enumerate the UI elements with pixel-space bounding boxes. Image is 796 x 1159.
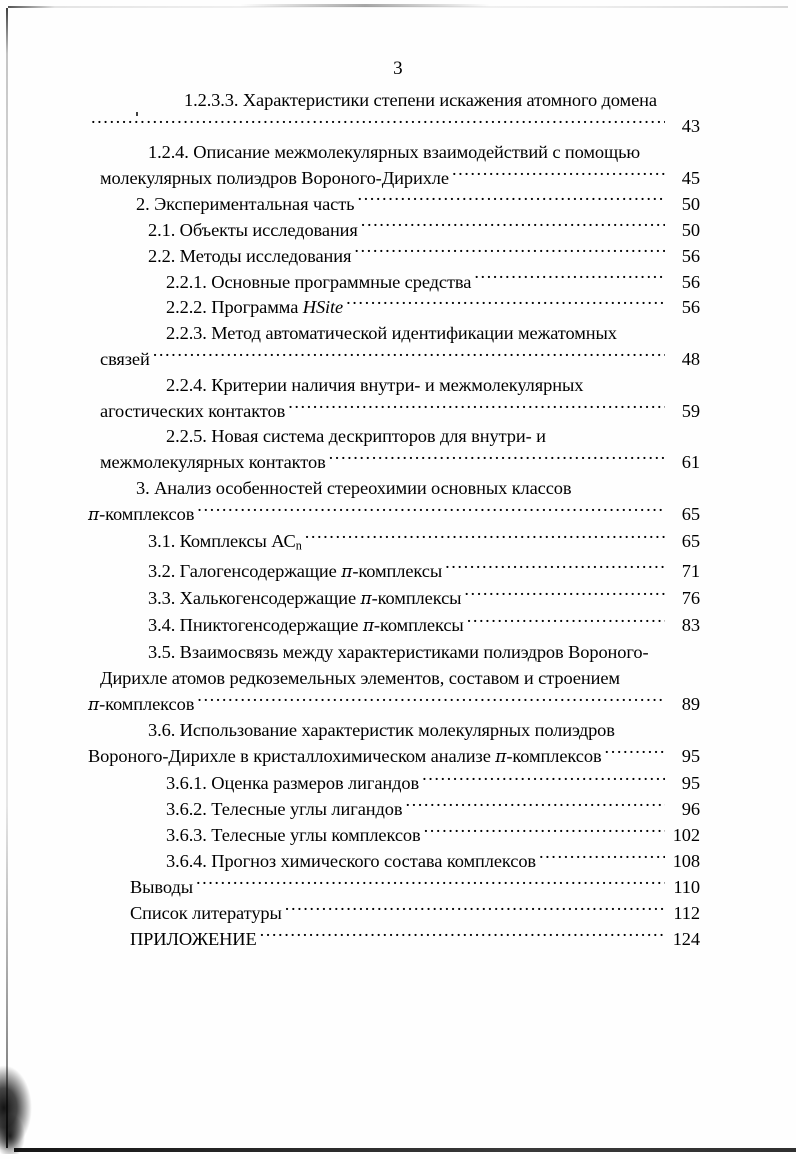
toc-dot-leader: [467, 613, 665, 631]
toc-entry: [88, 476, 700, 502]
toc-entry-row: [148, 718, 700, 744]
toc-entry-row: [166, 321, 700, 347]
toc-entry-row: [136, 191, 700, 217]
toc-entry-label: 2.1. Объекты исследования: [148, 219, 358, 240]
toc-dot-leader: [405, 797, 665, 815]
toc-entry-label: 2. Экспериментальная часть: [136, 193, 355, 214]
toc-entry: [88, 528, 700, 559]
toc-entry-row: [136, 476, 700, 502]
toc-entry-label: 2.2.3. Метод автоматической идентификации межатомных: [166, 323, 617, 344]
toc-entry-label: 2.2.2. Программа HSite: [166, 297, 344, 318]
toc-page-number: 96: [681, 799, 700, 820]
toc-entry-row: [148, 528, 700, 559]
page-number: 3: [393, 58, 403, 79]
toc-entry-label: Список литературы: [130, 903, 282, 924]
toc-entry-row: [130, 875, 700, 901]
toc-entry: [88, 424, 700, 450]
toc-dot-leader: [422, 771, 665, 789]
toc-entry-row: [100, 398, 700, 424]
toc-dot-leader: [288, 398, 665, 416]
toc-entry-label: Вороного-Дирихле в кристаллохимическом анализе π-комплексов: [88, 746, 602, 768]
toc-entry-row: [148, 640, 700, 666]
toc-dot-leader: [346, 295, 665, 313]
toc-entry-row: [148, 243, 700, 269]
toc-entry-label: π-комплексов: [88, 503, 195, 525]
toc-entry-label: 1.2.3.3. Характеристики степени искажения атомного домена: [184, 90, 657, 110]
toc-entry-label: 3.3. Халькогенсодержащие π-комплексы: [148, 588, 462, 610]
toc-entry-row: [148, 559, 700, 586]
toc-entry: [88, 501, 700, 528]
toc-entry: [88, 718, 700, 744]
toc-dot-leader: [197, 501, 665, 519]
toc-dot-leader: [424, 823, 665, 841]
toc-entry-row: [148, 613, 700, 640]
toc-entry-row: [130, 901, 700, 927]
toc-page-number: 61: [681, 452, 700, 473]
toc-entry: [88, 243, 700, 269]
toc-entry-row: [100, 666, 700, 692]
toc-entry: [88, 613, 700, 640]
scan-edge-left: [6, 8, 8, 1148]
toc-entry-label: 3.6.2. Телесные углы лигандов: [166, 799, 403, 820]
toc-page-number: 50: [681, 193, 700, 214]
toc-entry-label: ПРИЛОЖЕНИЕ: [130, 929, 257, 950]
toc-dot-leader: [474, 269, 665, 287]
toc-entry-row: [148, 586, 700, 613]
toc-entry-row: [166, 424, 700, 450]
toc-entry-label: Выводы: [130, 877, 193, 898]
toc-entry-row: [100, 450, 700, 476]
toc-page-number: 95: [681, 773, 700, 794]
toc-entry: [88, 744, 700, 771]
toc-dot-leader: [196, 875, 665, 893]
toc-entry-label: π-комплексов: [88, 693, 195, 715]
toc-entry-label: 3.1. Комплексы $АС_n$: [148, 530, 302, 553]
toc-entry-row: [130, 927, 700, 953]
toc-entry: [88, 140, 700, 166]
toc-entry-row: [166, 823, 700, 849]
toc-page-number: 56: [681, 245, 700, 266]
scan-edge-bottom: [14, 1148, 796, 1152]
toc-dot-leader: [539, 849, 665, 867]
toc-entry-label: 3. Анализ особенностей стереохимии основных классов: [136, 477, 572, 498]
toc-entry-label: связей: [100, 349, 150, 370]
pi-symbol: π: [362, 616, 374, 637]
toc-page-number: 71: [681, 561, 700, 582]
toc-entry-row: [88, 744, 700, 771]
toc-entry: [88, 797, 700, 823]
toc-dot-leader: [354, 243, 665, 261]
toc-entry-row: [184, 88, 700, 114]
toc-page-number: 56: [681, 271, 700, 292]
toc-dot-leader: [285, 901, 665, 919]
toc-entry: [88, 559, 700, 586]
toc-page-number: 110: [673, 877, 700, 898]
toc-entry-label: 3.6.1. Оценка размеров лигандов: [166, 773, 420, 794]
toc-page-number: 50: [681, 219, 700, 240]
toc-dot-leader: [452, 165, 665, 183]
toc-entry-label: 3.6.4. Прогноз химического состава комплексов: [166, 851, 537, 872]
toc-entry: [88, 901, 700, 927]
toc-entry-label: 2.2.1. Основные программные средства: [166, 271, 472, 292]
scan-noise-top: [240, 4, 490, 7]
toc-entry: [88, 114, 700, 140]
toc-entry-row: [166, 269, 700, 295]
toc-dot-leader: [153, 347, 665, 365]
pi-symbol: π: [360, 589, 372, 610]
toc-entry: [88, 165, 700, 191]
toc-entry-label: 3.6. Использование характеристик молекулярных полиэдров: [148, 720, 615, 741]
toc-page-number: 48: [681, 349, 700, 370]
toc-entry-label: агостических контактов: [100, 400, 286, 421]
toc-entry: [88, 771, 700, 797]
toc-entry-row: [166, 771, 700, 797]
toc-entry: [88, 691, 700, 718]
toc-entry: [88, 398, 700, 424]
toc-entry: [88, 373, 700, 399]
table-of-contents: [88, 88, 700, 953]
toc-dot-leader: [305, 528, 665, 546]
toc-entry-label: 2.2. Методы исследования: [148, 245, 352, 266]
toc-page-number: 65: [681, 503, 700, 524]
toc-entry-row: [166, 797, 700, 823]
toc-entry: [88, 586, 700, 613]
subscript: n: [295, 538, 302, 553]
toc-entry-label: молекулярных полиэдров Вороного-Дирихле: [100, 167, 449, 188]
toc-entry: [88, 191, 700, 217]
toc-entry-row: [148, 217, 700, 243]
toc-entry-label: Дирихле атомов редкоземельных элементов, составом и строением: [100, 667, 620, 688]
toc-entry-label: 2.2.5. Новая система дескрипторов для внутри- и: [166, 426, 546, 447]
pi-symbol: π: [88, 504, 100, 525]
toc-entry-label: 3.2. Галогенсодержащие π-комплексы: [148, 561, 443, 583]
toc-entry-label: 1.2.4. Описание межмолекулярных взаимодействий с помощью: [148, 141, 641, 162]
toc-entry-label: 3.5. Взаимосвязь между характеристиками полиэдров Вороного-: [148, 641, 649, 662]
toc-entry-italic-term: HSite: [302, 297, 344, 318]
toc-page-number: 89: [681, 693, 700, 714]
toc-dot-leader: [361, 217, 665, 235]
toc-page-number: 76: [681, 588, 700, 609]
toc-entry-row: [148, 140, 700, 166]
toc-entry-row: [166, 295, 700, 321]
toc-entry: [88, 321, 700, 347]
pi-symbol: π: [495, 747, 507, 768]
scan-artifact-corner: [0, 1062, 46, 1154]
toc-dot-leader: [91, 114, 665, 132]
toc-entry: [88, 927, 700, 953]
toc-page-number: 124: [672, 929, 700, 950]
toc-page-number: 112: [673, 903, 700, 924]
toc-entry: [88, 823, 700, 849]
toc-page-number: 56: [681, 297, 700, 318]
toc-entry: [88, 450, 700, 476]
toc-entry-row: [166, 373, 700, 399]
toc-page-number: 83: [681, 615, 700, 636]
toc-entry: [88, 295, 700, 321]
toc-entry: [88, 347, 700, 373]
toc-page-number: 45: [681, 167, 700, 188]
toc-page-number: 95: [681, 746, 700, 767]
toc-entry: [88, 666, 700, 692]
toc-dot-leader: [445, 559, 665, 577]
toc-dot-leader: [329, 450, 665, 468]
pi-symbol: π: [341, 562, 353, 583]
toc-entry-row: [88, 114, 700, 140]
toc-entry-label: межмолекулярных контактов: [100, 452, 326, 473]
toc-entry-row: [88, 501, 700, 528]
toc-entry: [88, 875, 700, 901]
toc-dot-leader: [605, 744, 665, 762]
toc-entry-label: 3.4. Пниктогенсодержащие π-комплексы: [148, 615, 464, 637]
toc-entry: [88, 88, 700, 114]
toc-entry-label: 3.6.3. Телесные углы комплексов: [166, 825, 421, 846]
toc-page-number: 59: [681, 400, 700, 421]
toc-dot-leader: [357, 191, 665, 209]
toc-entry: [88, 849, 700, 875]
toc-entry-row: [88, 691, 700, 718]
toc-entry-row: [100, 347, 700, 373]
toc-entry: [88, 640, 700, 666]
toc-page-number: 102: [672, 825, 700, 846]
pi-symbol: π: [88, 694, 100, 715]
toc-dot-leader: [260, 927, 665, 945]
toc-entry: [88, 269, 700, 295]
toc-entry-row: [100, 165, 700, 191]
toc-page-number: 43: [681, 115, 700, 136]
toc-dot-leader: [464, 586, 665, 604]
toc-entry-row: [166, 849, 700, 875]
toc-entry: [88, 217, 700, 243]
toc-page-number: 65: [681, 530, 700, 551]
toc-entry-label: 2.2.4. Критерии наличия внутри- и межмолекулярных: [166, 374, 584, 395]
toc-dot-leader: [197, 691, 665, 709]
toc-page-number: 108: [672, 851, 700, 872]
